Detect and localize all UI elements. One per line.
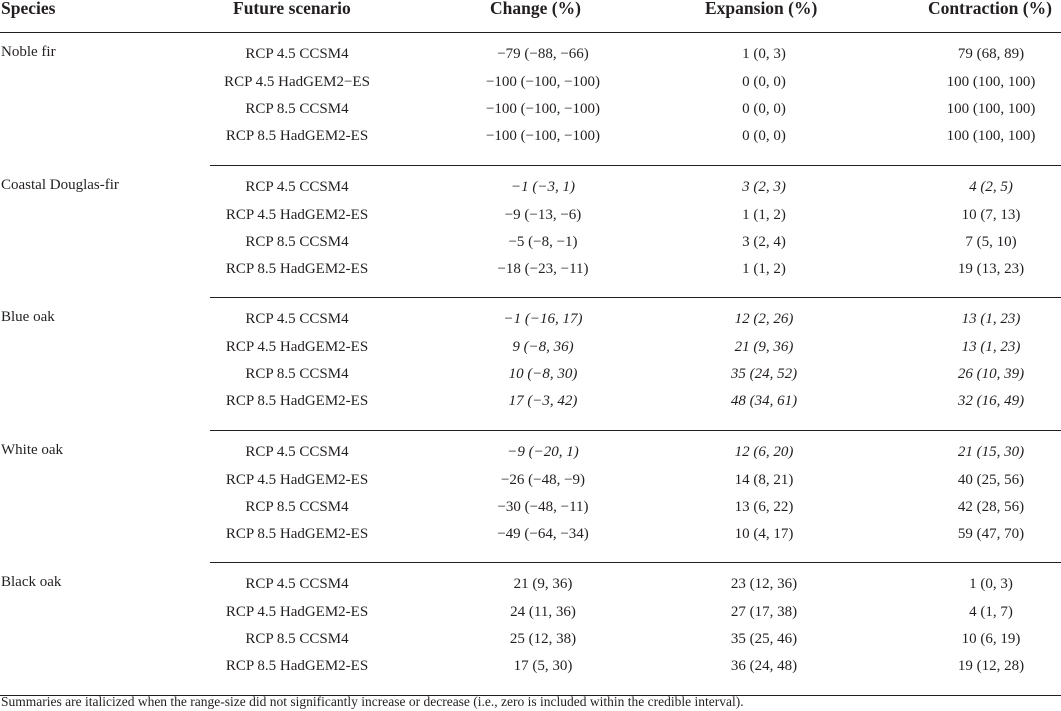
cell-expansion: 48 (34, 61) <box>730 393 798 409</box>
cell-expansion: 14 (8, 21) <box>734 471 794 488</box>
table-body <box>0 33 1061 696</box>
cell-change: 21 (9, 36) <box>513 576 573 592</box>
species-name: Coastal Douglas-fir <box>1 176 119 193</box>
header-future-scenario: Future scenario <box>233 0 351 18</box>
cell-scenario: RCP 8.5 CCSM4 <box>245 366 349 382</box>
cell-expansion: 21 (9, 36) <box>734 339 794 355</box>
cell-scenario: RCP 4.5 HadGEM2-ES <box>225 471 369 488</box>
table-row <box>0 41 1061 68</box>
cell-expansion: 0 (0, 0) <box>742 101 786 117</box>
cell-contraction: 100 (100, 100) <box>946 101 1036 117</box>
cell-scenario: RCP 8.5 CCSM4 <box>245 498 349 515</box>
cell-contraction: 21 (15, 30) <box>957 443 1025 460</box>
cell-contraction: 26 (10, 39) <box>957 366 1025 382</box>
cell-contraction: 59 (47, 70) <box>957 525 1025 542</box>
species-name: White oak <box>1 441 64 458</box>
species-group <box>0 431 1061 564</box>
cell-change: 25 (12, 38) <box>509 631 577 647</box>
header-expansion: Expansion (%) <box>705 0 818 18</box>
cell-contraction: 42 (28, 56) <box>957 498 1025 515</box>
cell-change: −5 (−8, −1) <box>508 233 578 250</box>
cell-expansion: 1 (1, 2) <box>742 206 786 223</box>
cell-scenario: RCP 4.5 HadGEM2-ES <box>225 206 369 223</box>
cell-change: −26 (−48, −9) <box>500 471 586 488</box>
cell-expansion: 0 (0, 0) <box>742 128 786 144</box>
species-group <box>0 563 1061 696</box>
cell-contraction: 10 (7, 13) <box>961 206 1021 223</box>
cell-contraction: 100 (100, 100) <box>946 74 1036 90</box>
cell-contraction: 7 (5, 10) <box>965 233 1017 250</box>
species-group <box>0 166 1061 299</box>
cell-expansion: 3 (2, 3) <box>742 178 786 195</box>
cell-expansion: 1 (1, 2) <box>742 260 786 277</box>
cell-change: 17 (−3, 42) <box>508 393 578 409</box>
cell-expansion: 10 (4, 17) <box>734 525 794 542</box>
cell-scenario: RCP 8.5 HadGEM2-ES <box>225 260 369 277</box>
cell-expansion: 35 (25, 46) <box>730 631 798 647</box>
species-name: Blue oak <box>1 309 55 325</box>
cell-scenario: RCP 4.5 HadGEM2-ES <box>225 339 369 355</box>
cell-change: 10 (−8, 30) <box>508 366 578 382</box>
cell-change: −30 (−48, −11) <box>497 498 589 515</box>
cell-scenario: RCP 4.5 CCSM4 <box>245 178 349 195</box>
table-row <box>0 626 1061 653</box>
header-species: Species <box>1 0 56 18</box>
cell-change: −100 (−100, −100) <box>485 101 601 117</box>
cell-scenario: RCP 8.5 HadGEM2-ES <box>225 128 369 144</box>
species-name: Black oak <box>1 574 62 590</box>
cell-scenario: RCP 4.5 CCSM4 <box>245 311 349 327</box>
cell-scenario: RCP 8.5 CCSM4 <box>245 101 349 117</box>
table-row <box>0 174 1061 201</box>
cell-change: −18 (−23, −11) <box>497 260 589 277</box>
cell-contraction: 4 (1, 7) <box>969 604 1013 620</box>
cell-expansion: 12 (2, 26) <box>734 311 794 327</box>
cell-scenario: RCP 4.5 HadGEM2-ES <box>225 604 369 620</box>
cell-scenario: RCP 4.5 HadGEM2−ES <box>224 74 370 90</box>
cell-change: −1 (−3, 1) <box>511 178 575 195</box>
cell-scenario: RCP 8.5 CCSM4 <box>245 631 349 647</box>
cell-scenario: RCP 8.5 CCSM4 <box>245 233 349 250</box>
header-change: Change (%) <box>490 0 581 18</box>
table-row <box>0 334 1061 361</box>
cell-contraction: 4 (2, 5) <box>969 178 1013 195</box>
table-row <box>0 306 1061 333</box>
cell-scenario: RCP 8.5 HadGEM2-ES <box>225 658 369 674</box>
cell-contraction: 100 (100, 100) <box>946 128 1036 144</box>
table-row <box>0 256 1061 283</box>
table-row <box>0 599 1061 626</box>
cell-contraction: 79 (68, 89) <box>957 46 1025 62</box>
cell-change: −1 (−16, 17) <box>503 311 583 327</box>
cell-scenario: RCP 4.5 CCSM4 <box>245 46 349 62</box>
table-row <box>0 388 1061 415</box>
cell-contraction: 13 (1, 23) <box>961 311 1021 327</box>
table-row <box>0 96 1061 123</box>
species-group <box>0 298 1061 431</box>
table-row <box>0 521 1061 548</box>
table-row <box>0 653 1061 680</box>
cell-expansion: 12 (6, 20) <box>734 443 794 460</box>
cell-change: −9 (−20, 1) <box>507 443 579 460</box>
table-footnote: Summaries are italicized when the range-size did not significantly increase or decrease (i.e., zero is included within the credible interval). <box>1 694 744 709</box>
table-row <box>0 467 1061 494</box>
table-row <box>0 229 1061 256</box>
cell-contraction: 13 (1, 23) <box>961 339 1021 355</box>
cell-scenario: RCP 4.5 CCSM4 <box>245 576 349 592</box>
cell-change: −9 (−13, −6) <box>504 206 582 223</box>
species-group <box>0 33 1061 166</box>
cell-expansion: 1 (0, 3) <box>742 46 786 62</box>
species-name: Noble fir <box>1 44 56 60</box>
table-row <box>0 69 1061 96</box>
cell-change: −100 (−100, −100) <box>485 74 601 90</box>
cell-expansion: 13 (6, 22) <box>734 498 794 515</box>
cell-change: −100 (−100, −100) <box>485 128 601 144</box>
table-row <box>0 494 1061 521</box>
cell-contraction: 40 (25, 56) <box>957 471 1025 488</box>
table-header-row <box>0 0 1061 33</box>
cell-expansion: 23 (12, 36) <box>730 576 798 592</box>
cell-contraction: 1 (0, 3) <box>969 576 1013 592</box>
cell-scenario: RCP 4.5 CCSM4 <box>245 443 349 460</box>
table-row <box>0 202 1061 229</box>
cell-scenario: RCP 8.5 HadGEM2-ES <box>225 393 369 409</box>
cell-contraction: 32 (16, 49) <box>957 393 1025 409</box>
cell-expansion: 3 (2, 4) <box>742 233 786 250</box>
cell-change: 17 (5, 30) <box>513 658 573 674</box>
cell-change: −79 (−88, −66) <box>497 46 589 62</box>
header-contraction: Contraction (%) <box>928 0 1052 18</box>
cell-change: 24 (11, 36) <box>510 604 576 620</box>
table-row <box>0 439 1061 466</box>
cell-scenario: RCP 8.5 HadGEM2-ES <box>225 525 369 542</box>
cell-expansion: 35 (24, 52) <box>730 366 798 382</box>
cell-contraction: 10 (6, 19) <box>961 631 1021 647</box>
cell-expansion: 27 (17, 38) <box>730 604 798 620</box>
table-row <box>0 123 1061 150</box>
cell-contraction: 19 (13, 23) <box>957 260 1025 277</box>
cell-change: 9 (−8, 36) <box>512 339 574 355</box>
table-row <box>0 571 1061 598</box>
table-row <box>0 361 1061 388</box>
cell-contraction: 19 (12, 28) <box>957 658 1025 674</box>
cell-change: −49 (−64, −34) <box>497 525 589 542</box>
cell-expansion: 36 (24, 48) <box>730 658 798 674</box>
cell-expansion: 0 (0, 0) <box>742 74 786 90</box>
